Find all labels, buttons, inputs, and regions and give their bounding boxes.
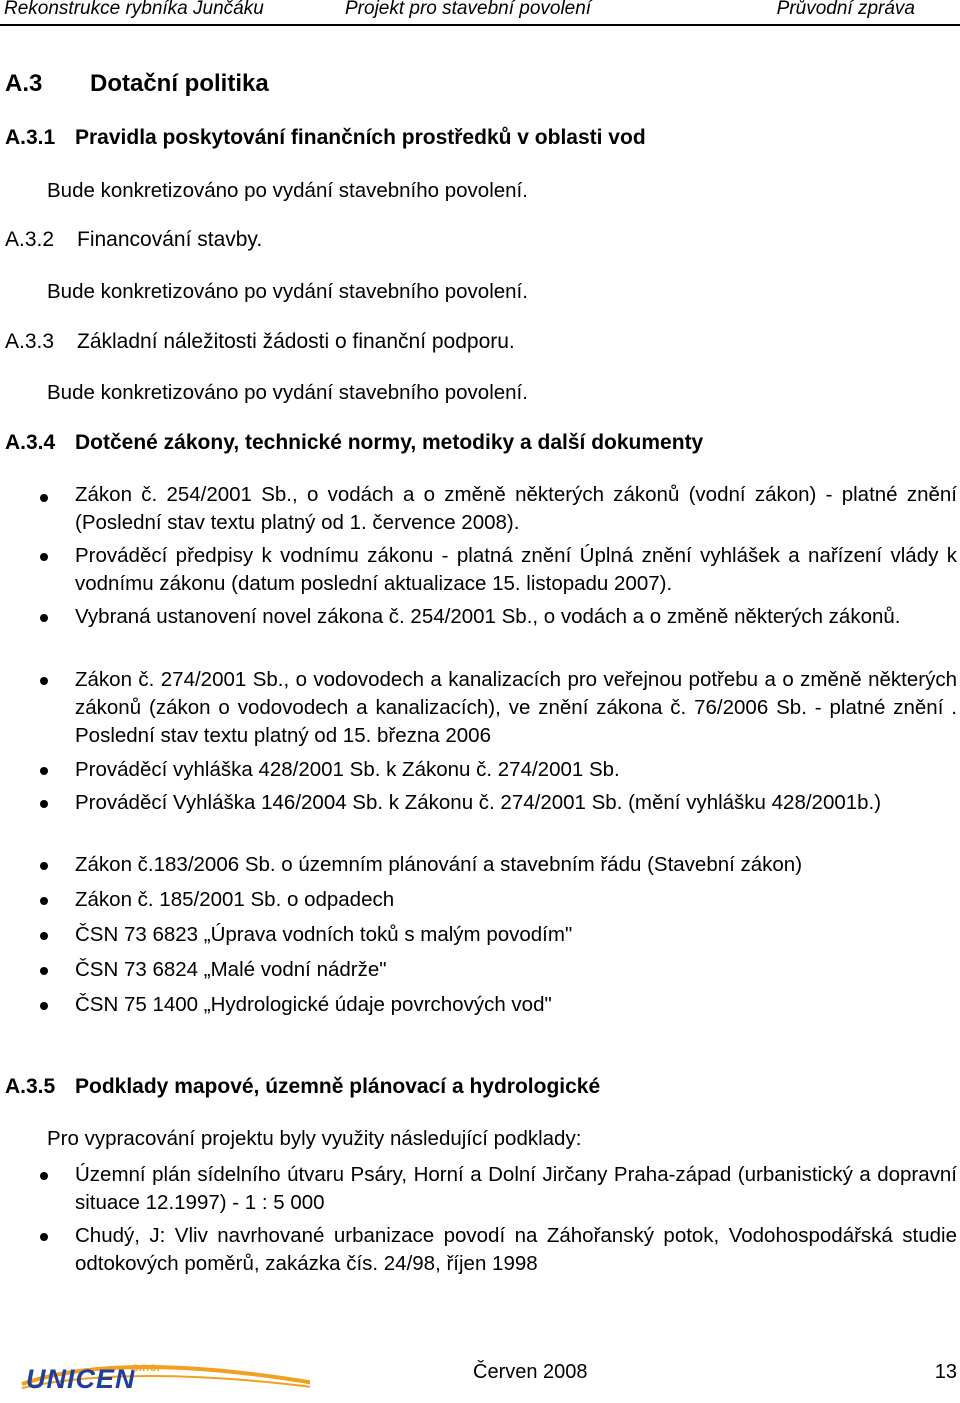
list-item: Prováděcí předpisy k vodnímu zákonu - platná znění Úplná znění vyhlášek a nařízení vlády k vodnímu zákonu (datum poslední aktualizace 15. listopadu 2007).: [75, 544, 957, 595]
header-project-name: Rekonstrukce rybníka Junčáku: [4, 0, 264, 19]
bullet-icon: [40, 897, 48, 905]
section-number: A.3: [5, 70, 43, 97]
bullet-icon: [40, 932, 48, 940]
subsection-number: A.3.4: [5, 431, 56, 454]
bullet-icon: [40, 800, 48, 808]
subsection-number: A.3.3: [5, 330, 55, 353]
header-report-name: Průvodní zpráva: [776, 0, 915, 19]
list-item: Prováděcí vyhláška 428/2001 Sb. k Zákonu č. 274/2001 Sb.: [75, 758, 620, 781]
bullet-icon: [40, 677, 48, 685]
subsection-title: Základní náležitosti žádosti o finanční podporu.: [77, 330, 515, 353]
header-document-type: Projekt pro stavební povolení: [345, 0, 592, 19]
page-number: 13: [934, 1361, 957, 1383]
bullet-icon: [40, 767, 48, 775]
subsection-title: Dotčené zákony, technické normy, metodiky a další dokumenty: [75, 431, 704, 454]
subsection-text: Bude konkretizováno po vydání stavebního povolení.: [47, 280, 528, 303]
list-item: ČSN 75 1400 „Hydrologické údaje povrchových vod": [75, 993, 552, 1016]
subsection-title: Podklady mapové, územně plánovací a hydrologické: [75, 1075, 601, 1098]
list-item: Prováděcí Vyhláška 146/2004 Sb. k Zákonu č. 274/2001 Sb. (mění vyhlášku 428/2001b.): [75, 791, 882, 814]
list-item: Územní plán sídelního útvaru Psáry, Horní a Dolní Jirčany Praha-západ (urbanistický a dopravní situace 12.1997) - 1 : 5 000: [75, 1163, 957, 1214]
list-item: ČSN 73 6824 „Malé vodní nádrže": [75, 958, 387, 981]
bullet-icon: [40, 1233, 48, 1241]
list-item: Zákon č. 274/2001 Sb., o vodovodech a kanalizacích pro veřejnou potřebu a o změně některých zákonů (zákon o vodovodech a kanalizacích), ve znění zákona č. 76/2006 Sb. - platné znění . Poslední stav textu platný od 15. března 2006: [75, 668, 957, 747]
bullet-icon: [40, 862, 48, 870]
subsection-number: A.3.5: [5, 1075, 56, 1098]
list-item: Chudý, J: Vliv navrhované urbanizace povodí na Záhořanský potok, Vodohospodářská studie odtokových poměrů, zakázka čís. 24/98, říjen 1998: [75, 1224, 957, 1275]
subsection-intro: Pro vypracování projektu byly využity následující podklady:: [47, 1127, 582, 1150]
page-header: [0, 0, 960, 26]
bullet-icon: [40, 967, 48, 975]
subsection-title: Pravidla poskytování finančních prostředků v oblasti vod: [75, 126, 646, 149]
logo-suffix: s.r.o.: [132, 1360, 161, 1374]
bullet-icon: [40, 494, 48, 502]
bullet-icon: [40, 553, 48, 561]
list-item: Zákon č. 254/2001 Sb., o vodách a o změně některých zákonů (vodní zákon) - platné znění (Poslední stav textu platný od 1. července 2008).: [75, 483, 957, 534]
bullet-icon: [40, 1172, 48, 1180]
subsection-text: Bude konkretizováno po vydání stavebního povolení.: [47, 381, 528, 404]
subsection-number: A.3.2: [5, 228, 55, 251]
unicen-logo: [20, 1358, 310, 1398]
section-title: Dotační politika: [90, 70, 269, 97]
subsection-number: A.3.1: [5, 126, 56, 149]
list-item: ČSN 73 6823 „Úprava vodních toků s malým povodím": [75, 923, 573, 946]
list-item: Zákon č.183/2006 Sb. o územním plánování a stavebním řádu (Stavební zákon): [75, 853, 803, 876]
subsection-text: Bude konkretizováno po vydání stavebního povolení.: [47, 179, 528, 202]
list-item: Zákon č. 185/2001 Sb. o odpadech: [75, 888, 395, 911]
subsection-title: Financování stavby.: [77, 228, 263, 251]
list-item: Vybraná ustanovení novel zákona č. 254/2001 Sb., o vodách a o změně některých zákonů.: [75, 605, 901, 628]
logo-text: UNICEN: [26, 1364, 136, 1394]
bullet-icon: [40, 1002, 48, 1010]
bullet-icon: [40, 614, 48, 622]
footer-date: Červen 2008: [473, 1361, 588, 1383]
